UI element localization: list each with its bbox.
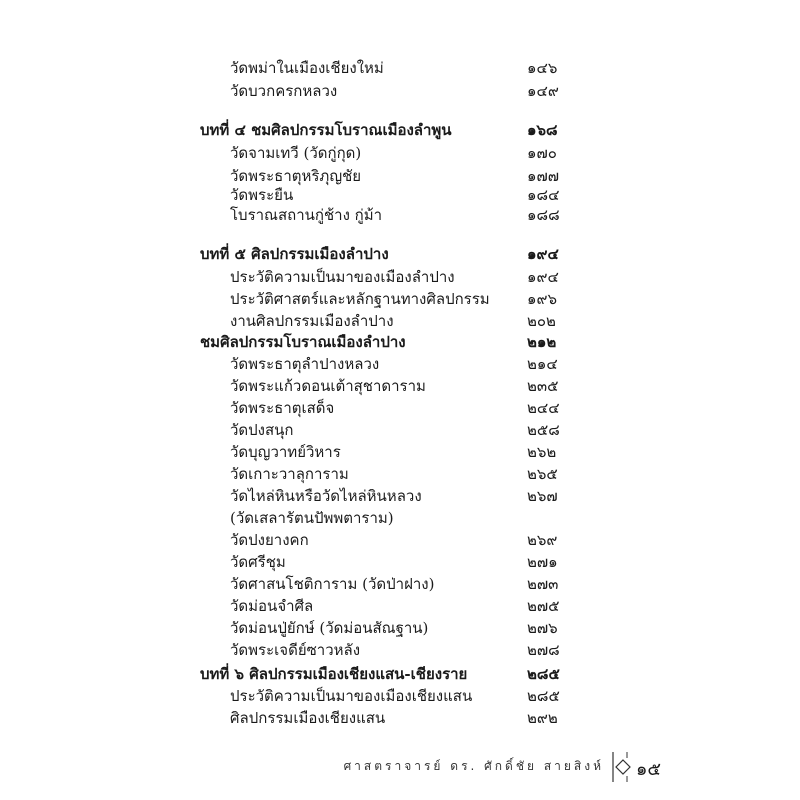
toc-page: ๑๙๔ [527, 245, 559, 263]
toc-title: ศิลปกรรมเมืองเชียงแสน [230, 709, 386, 727]
toc-page: ๒๕๘ [527, 421, 560, 439]
toc-page: ๒๖๗ [527, 487, 558, 505]
toc-page: ๑๙๖ [527, 290, 558, 308]
toc-title: วัดพม่าในเมืองเชียงใหม่ [230, 59, 384, 77]
toc-title: วัดม่อนปู่ยักษ์ (วัดม่อนสัณฐาน) [230, 619, 429, 637]
toc-page: ๒๔๔ [527, 399, 560, 417]
toc-title: งานศิลปกรรมเมืองลำปาง [230, 312, 394, 330]
toc-page: ๒๗๖ [527, 619, 558, 637]
toc-title: ประวัติความเป็นมาของเมืองเชียงแสน [230, 687, 473, 705]
toc-title: วัดพระธาตุลำปางหลวง [230, 355, 380, 373]
toc-page: ๒๘๕ [527, 665, 560, 683]
footer-author: ศาสตราจารย์ ดร. ศักดิ์ชัย สายสิงห์ [343, 759, 604, 773]
toc-title: วัดม่อนจำศีล [230, 597, 314, 615]
toc-page: ๑๘๘ [527, 206, 560, 224]
toc-page: ๑๘๔ [527, 186, 560, 204]
toc-chapter-title: ชมศิลปกรรมโบราณเมืองลำปาง [200, 333, 406, 351]
diamond-divider-icon [609, 752, 631, 782]
toc-title: วัดจามเทวี (วัดกู่กุด) [230, 144, 362, 162]
toc-page: ๑๗๐ [527, 144, 557, 162]
toc-chapter-title: บทที่ ๕ ศิลปกรรมเมืองลำปาง [200, 245, 389, 263]
page-footer [0, 752, 800, 782]
toc-title: โบราณสถานกู่ช้าง กู่ม้า [230, 206, 383, 224]
toc-page: ๑๙๔ [527, 268, 559, 286]
toc-title: วัดพระแก้วดอนเต้าสุชาดาราม [230, 377, 426, 395]
toc-page: ๒๖๕ [527, 465, 558, 483]
toc-chapter-title: บทที่ ๖ ศิลปกรรมเมืองเชียงแสน-เชียงราย [200, 665, 468, 683]
toc-chapter-title: บทที่ ๔ ชมศิลปกรรมโบราณเมืองลำพูน [200, 121, 452, 139]
toc-page: ๒๖๙ [527, 531, 558, 549]
toc-page: ๒๗๘ [527, 641, 560, 659]
toc-page: ๑๔๙ [527, 82, 559, 100]
toc-title: (วัดเสลารัตนปัพพตาราม) [230, 509, 394, 527]
toc-page: ๒๖๒ [527, 443, 557, 461]
toc-page: ๒๘๕ [527, 687, 560, 705]
page-number: ๑๕ [636, 759, 662, 780]
toc-page: ๒๗๕ [527, 597, 560, 615]
toc-page: ๒๙๒ [527, 709, 558, 727]
toc-title: วัดพระยืน [230, 186, 294, 204]
toc-title: วัดไหล่หินหรือวัดไหล่หินหลวง [230, 487, 422, 505]
toc-title: วัดพระธาตุเสด็จ [230, 399, 335, 417]
toc-page: ๑๖๘ [527, 121, 558, 139]
toc-page: ๑๗๗ [527, 167, 560, 185]
toc-page: ๒๐๒ [527, 312, 556, 330]
toc-page: ๑๔๖ [527, 59, 558, 77]
toc-title: ประวัติศาสตร์และหลักฐานทางศิลปกรรม [230, 290, 490, 308]
toc-page: ๒๑๔ [527, 355, 558, 373]
toc-title: วัดศรีชุม [230, 553, 286, 571]
toc-page: ๒๓๕ [527, 377, 559, 395]
toc-page: ๒๑๒ [527, 333, 557, 351]
toc-title: วัดพระธาตุหริภุญชัย [230, 167, 362, 185]
toc-title: วัดบวกครกหลวง [230, 82, 338, 100]
toc-page: ๒๗๑ [527, 553, 558, 571]
toc-title: วัดเกาะวาลุการาม [230, 465, 349, 483]
toc-page: ๒๗๓ [527, 575, 559, 593]
toc-title: วัดพระเจดีย์ซาวหลัง [230, 641, 361, 659]
toc-title: วัดปงสนุก [230, 421, 294, 439]
toc-title: ประวัติความเป็นมาของเมืองลำปาง [230, 268, 455, 286]
toc-title: วัดศาสนโชติการาม (วัดป่าฝาง) [230, 575, 435, 593]
toc-title: วัดบุญวาทย์วิหาร [230, 443, 341, 461]
toc-title: วัดปงยางคก [230, 531, 309, 549]
